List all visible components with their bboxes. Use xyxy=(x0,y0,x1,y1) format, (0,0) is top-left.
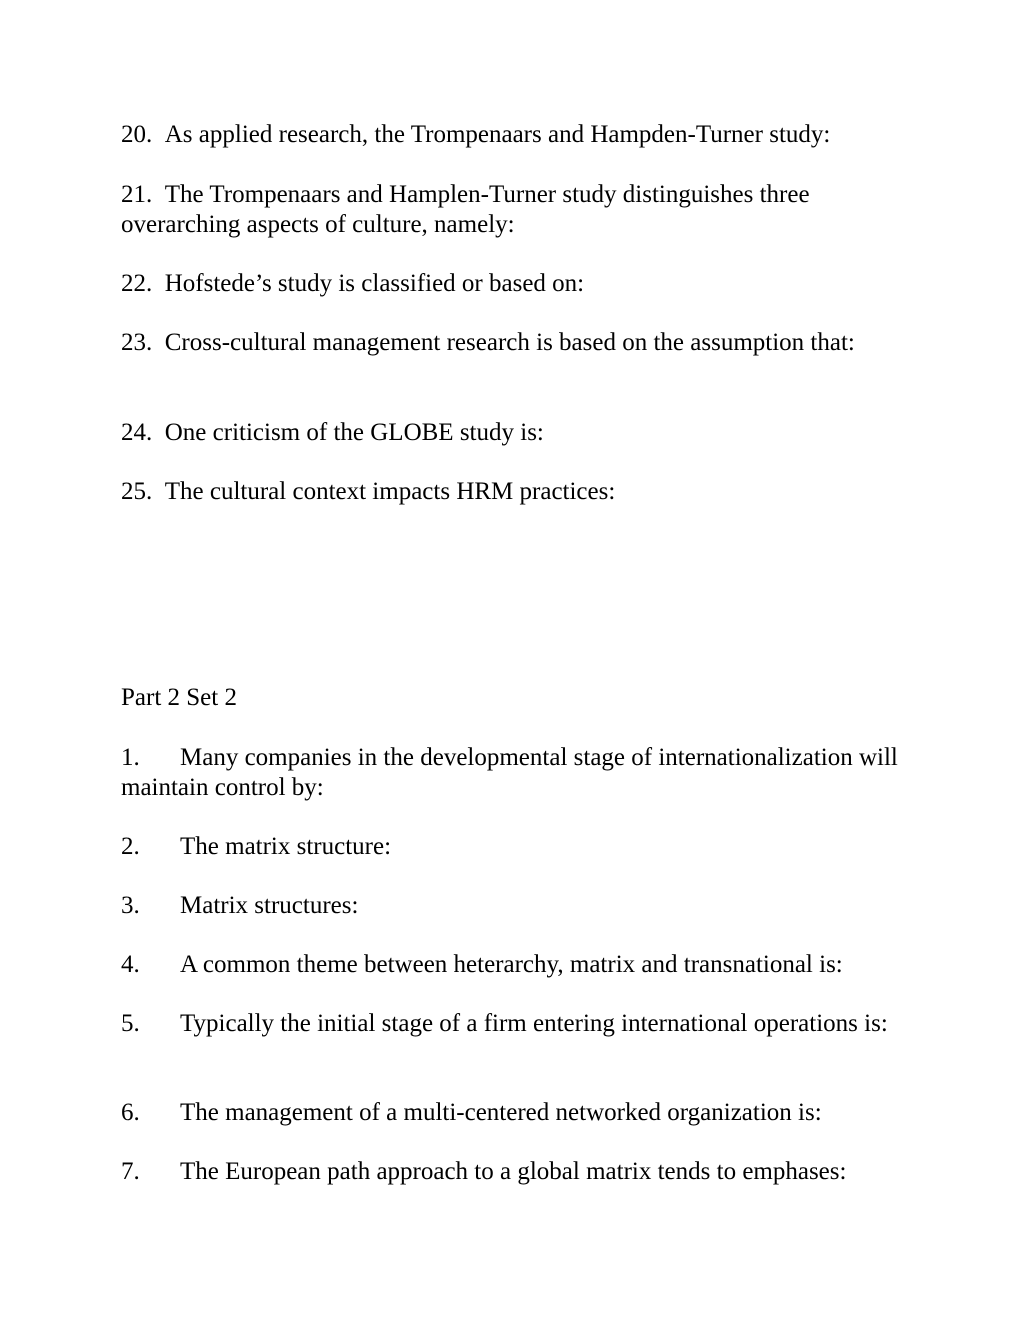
question-number: 25. xyxy=(121,478,153,505)
question-25 xyxy=(121,477,911,507)
section-heading: Part 2 Set 2 xyxy=(121,684,237,711)
question-number: 6. xyxy=(121,1099,140,1126)
set2-question-1 xyxy=(121,743,911,803)
set2-question-4 xyxy=(121,950,911,980)
question-number: 24. xyxy=(121,419,153,446)
set2-question-6 xyxy=(121,1098,911,1128)
question-number: 23. xyxy=(121,329,153,356)
question-text: Typically the initial stage of a firm entering international operations is: xyxy=(180,1010,888,1037)
question-number: 21. xyxy=(121,181,153,208)
question-text: Matrix structures: xyxy=(180,892,359,919)
question-24 xyxy=(121,418,911,448)
question-number: 1. xyxy=(121,744,140,771)
question-text: Cross-cultural management research is based on the assumption that: xyxy=(164,329,855,356)
question-text: One criticism of the GLOBE study is: xyxy=(164,419,544,446)
question-text: The matrix structure: xyxy=(180,833,392,860)
question-number: 3. xyxy=(121,892,140,919)
question-number: 4. xyxy=(121,951,140,978)
set2-question-2 xyxy=(121,832,911,862)
question-number: 2. xyxy=(121,833,140,860)
question-21 xyxy=(121,180,911,240)
question-number: 7. xyxy=(121,1158,140,1185)
question-number: 22. xyxy=(121,270,153,297)
question-text: Many companies in the developmental stage of internationalization will maintain control by: xyxy=(121,744,898,801)
question-text: The management of a multi-centered networked organization is: xyxy=(180,1099,822,1126)
question-text: The European path approach to a global matrix tends to emphases: xyxy=(180,1158,847,1185)
question-20 xyxy=(121,120,911,150)
question-22 xyxy=(121,269,911,299)
question-text: The Trompenaars and Hamplen-Turner study distinguishes three overarching aspects of culture, namely: xyxy=(121,181,810,238)
set2-question-5 xyxy=(121,1009,911,1039)
set2-question-3 xyxy=(121,891,911,921)
question-number: 5. xyxy=(121,1010,140,1037)
question-23 xyxy=(121,328,911,358)
question-text: A common theme between heterarchy, matrix and transnational is: xyxy=(180,951,843,978)
question-text: As applied research, the Trompenaars and Hampden-Turner study: xyxy=(164,121,831,148)
question-text: Hofstede’s study is classified or based on: xyxy=(164,270,585,297)
question-number: 20. xyxy=(121,121,153,148)
question-text: The cultural context impacts HRM practices: xyxy=(164,478,616,505)
set2-question-7 xyxy=(121,1157,911,1187)
